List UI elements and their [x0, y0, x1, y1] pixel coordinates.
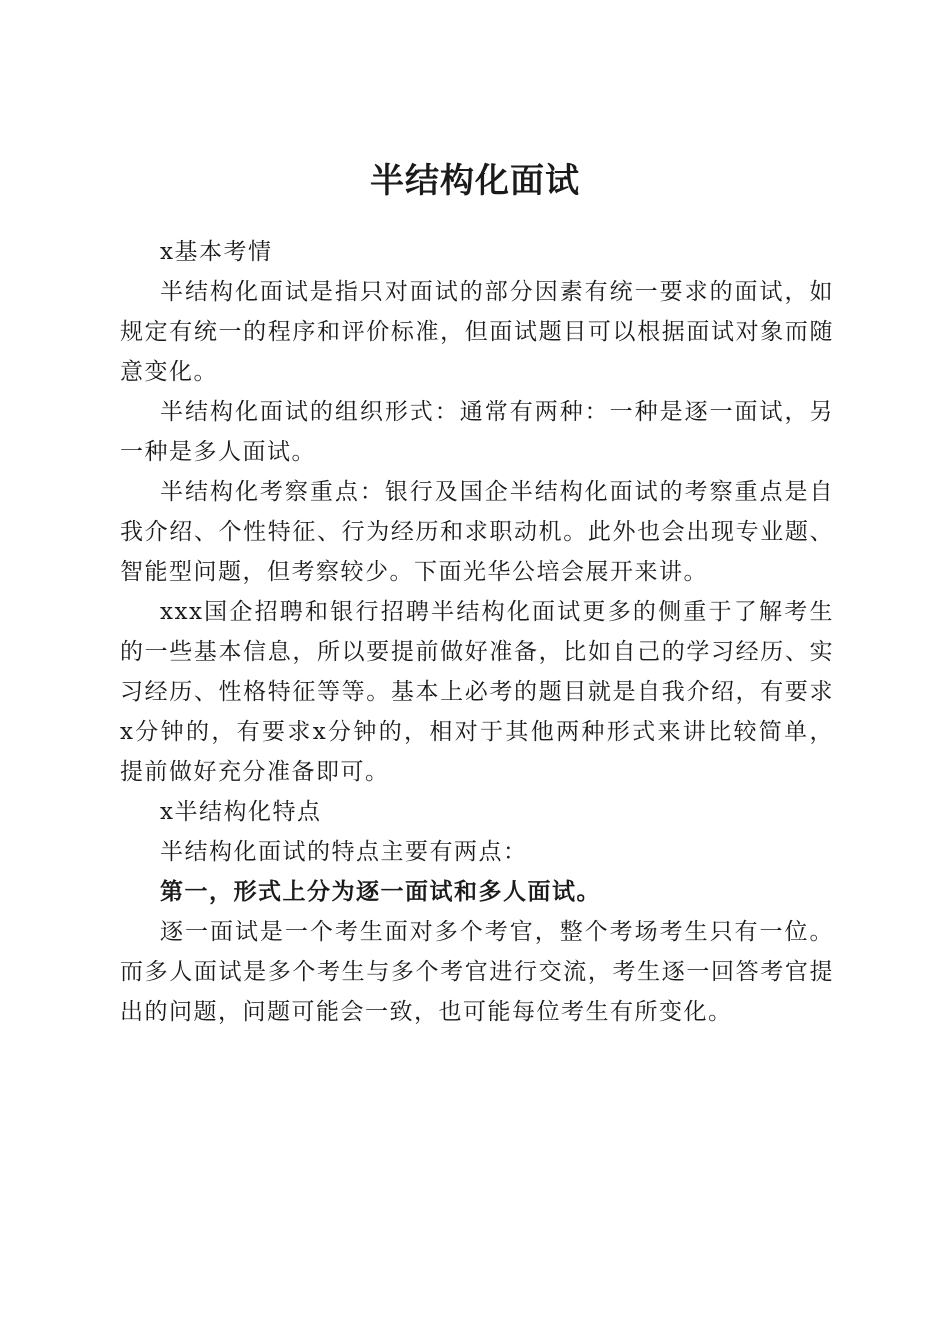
- paragraph-format: 半结构化面试的组织形式：通常有两种：一种是逐一面试，另一种是多人面试。: [120, 399, 834, 465]
- paragraph-first-point: 第一，形式上分为逐一面试和多人面试。: [160, 878, 601, 905]
- paragraph-first-point-detail: 逐一面试是一个考生面对多个考官，整个考场考生只有一位。而多人面试是多个考生与多个考官进行交流，考生逐一回答考官提出的问题，问题可能会一致，也可能每位考生有所变化。: [120, 919, 834, 1025]
- paragraph-definition: 半结构化面试是指只对面试的部分因素有统一要求的面试，如规定有统一的程序和评价标准，但面试题目可以根据面试对象而随意变化。: [120, 279, 834, 385]
- document-title: 半结构化面试: [370, 160, 580, 201]
- section-heading-basic: x基本考情: [160, 239, 273, 265]
- paragraph-preparation: xxx国企招聘和银行招聘半结构化面试更多的侧重于了解考生的一些基本信息，所以要提前做好准备，比如自己的学习经历、实习经历、性格特征等等。基本上必考的题目就是自我介绍，有要求x分钟的，有要求x分钟的，相对于其他两种形式来讲比较简单，提前做好充分准备即可。: [120, 599, 834, 785]
- document-body: [120, 232, 834, 1032]
- paragraph-focus: 半结构化考察重点：银行及国企半结构化面试的考察重点是自我介绍、个性特征、行为经历和求职动机。此外也会出现专业题、智能型问题，但考察较少。下面光华公培会展开来讲。: [120, 479, 834, 585]
- section-heading-features: x半结构化特点: [160, 799, 322, 825]
- paragraph-features-intro: 半结构化面试的特点主要有两点：: [160, 839, 528, 865]
